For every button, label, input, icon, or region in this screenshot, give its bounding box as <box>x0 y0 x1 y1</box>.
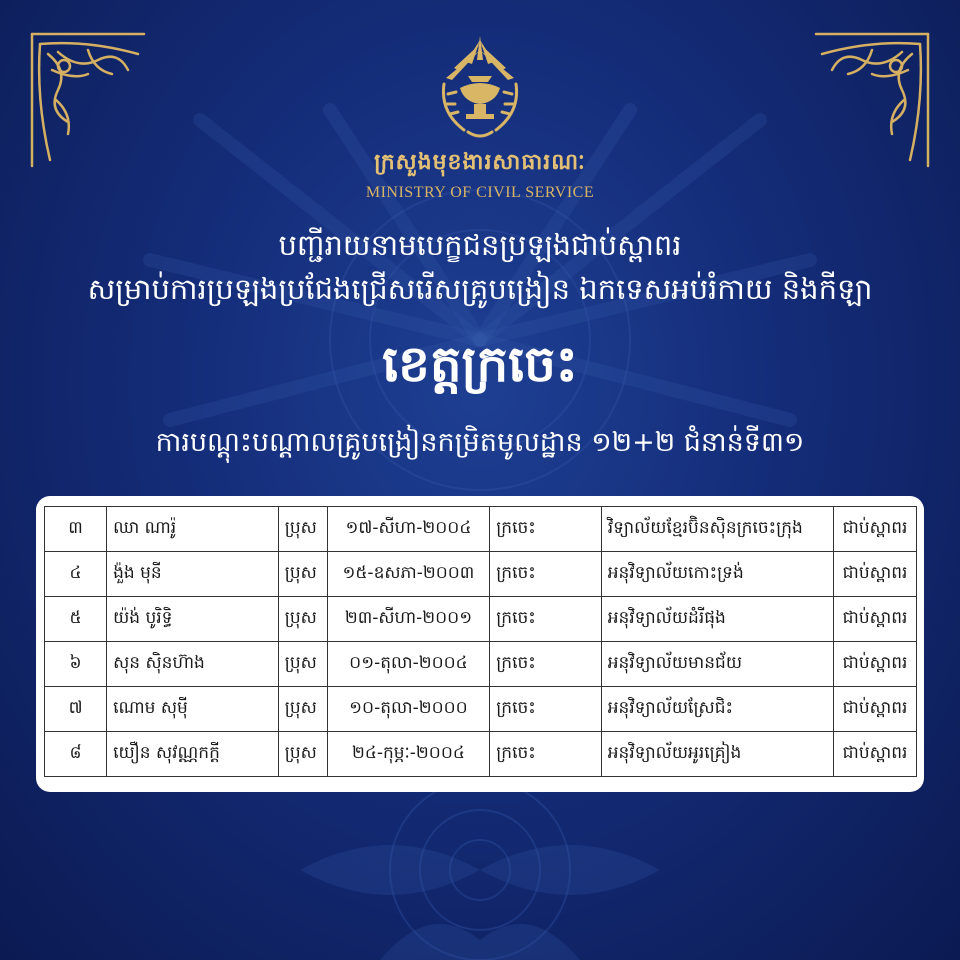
row-number: ៣ <box>45 507 107 552</box>
candidate-sex: ប្រុស <box>278 552 327 597</box>
candidate-province: ក្រចេះ <box>490 642 601 687</box>
candidate-dob: ០១-តុលា-២០០៤ <box>327 642 490 687</box>
candidate-dob: ១៧-សីហា-២០០៤ <box>327 507 490 552</box>
candidate-province: ក្រចេះ <box>490 732 601 777</box>
candidate-school: វិទ្យាល័យខ្មែរប៊ិនស៊ិនក្រចេះក្រុង <box>601 507 833 552</box>
candidate-sex: ប្រុស <box>278 597 327 642</box>
candidate-province: ក្រចេះ <box>490 597 601 642</box>
candidate-status: ជាប់ស្ពាពរ <box>834 642 917 687</box>
title-line-1: បញ្ជីរាយនាមបេក្ខជនប្រឡងជាប់ស្ពាពរ <box>278 228 682 262</box>
candidate-sex: ប្រុស <box>278 732 327 777</box>
candidate-sex: ប្រុស <box>278 642 327 687</box>
table-row <box>45 507 917 552</box>
candidate-dob: ២៤-កុម្ភៈ-២០០៤ <box>327 732 490 777</box>
candidate-name: ណោម សុម៉ី <box>107 687 279 732</box>
candidate-school: អនុវិទ្យាល័យស្រែជិះ <box>601 687 833 732</box>
candidate-status: ជាប់ស្ពាពរ <box>834 687 917 732</box>
ministry-name-khmer: ក្រសួងមុខងារសាធារណៈ <box>374 150 586 175</box>
table-row <box>45 687 917 732</box>
candidate-province: ក្រចេះ <box>490 552 601 597</box>
candidate-school: អនុវិទ្យាល័យកោះទ្រង់ <box>601 552 833 597</box>
candidate-name: ឈា ណារ៉ូ <box>107 507 279 552</box>
candidate-status: ជាប់ស្ពាពរ <box>834 597 917 642</box>
candidate-status: ជាប់ស្ពាពរ <box>834 732 917 777</box>
title-line-2: សម្រាប់ការប្រឡងប្រជែងជ្រើសរើសគ្រូបង្រៀន ឯកទេសអប់រំកាយ និងកីឡា <box>87 272 873 306</box>
row-number: ៤ <box>45 552 107 597</box>
ministry-name-english: MINISTRY OF CIVIL SERVICE <box>365 184 595 201</box>
table-row <box>45 732 917 777</box>
candidate-sex: ប្រុស <box>278 687 327 732</box>
row-number: ៨ <box>45 732 107 777</box>
row-number: ៥ <box>45 597 107 642</box>
ministry-emblem-icon <box>430 32 530 144</box>
candidate-school: អនុវិទ្យាល័យដំរីផុង <box>601 597 833 642</box>
candidate-province: ក្រចេះ <box>490 687 601 732</box>
candidate-status: ជាប់ស្ពាពរ <box>834 552 917 597</box>
table-row <box>45 642 917 687</box>
candidate-sex: ប្រុស <box>278 507 327 552</box>
candidate-dob: ២៣-សីហា-២០០១ <box>327 597 490 642</box>
candidate-name: យ៉ង់ បូរិទ្ធិ <box>107 597 279 642</box>
results-table <box>44 506 917 777</box>
candidate-dob: ១០-តុលា-២០០០ <box>327 687 490 732</box>
results-table-card <box>36 496 924 792</box>
candidate-status: ជាប់ស្ពាពរ <box>834 507 917 552</box>
candidate-school: អនុវិទ្យាល័យអូរគ្រៀង <box>601 732 833 777</box>
program-subtitle: ការបណ្ដុះបណ្ដាលគ្រូបង្រៀនកម្រិតមូលដ្ឋាន ១២+២ ជំនាន់ទី៣១ <box>155 427 805 458</box>
candidate-name: យឿន សុវណ្ណកក្តី <box>107 732 279 777</box>
candidate-province: ក្រចេះ <box>490 507 601 552</box>
table-row <box>45 597 917 642</box>
table-row <box>45 552 917 597</box>
row-number: ៧ <box>45 687 107 732</box>
province-heading: ខេត្តក្រចេះ <box>382 335 578 393</box>
row-number: ៦ <box>45 642 107 687</box>
candidate-name: ង៉ួង មុនី <box>107 552 279 597</box>
candidate-school: អនុវិទ្យាល័យមានជ័យ <box>601 642 833 687</box>
candidate-name: សុន ស៊ិនហ៊ាង <box>107 642 279 687</box>
candidate-dob: ១៥-ឧសភា-២០០៣ <box>327 552 490 597</box>
